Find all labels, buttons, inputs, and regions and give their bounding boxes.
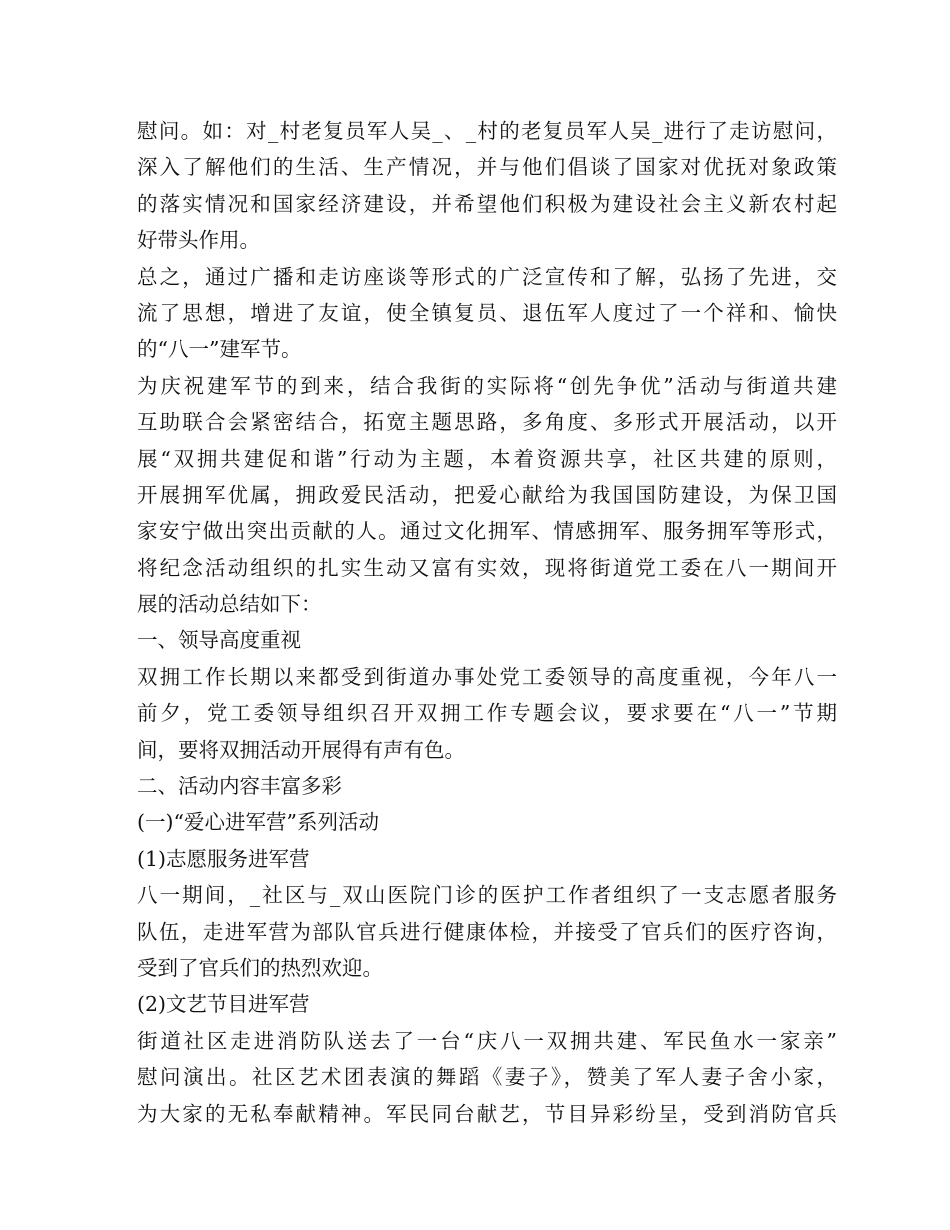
text-line: 的落实情况和国家经济建设，并希望他们积极为建设社会主义新农村起 xyxy=(137,191,837,216)
text-line: 街道社区走进消防队送去了一台“庆八一双拥共建、军民鱼水一家亲” xyxy=(137,1028,837,1053)
text-line: 前夕，党工委领导组织召开双拥工作专题会议，要求要在“八一”节期 xyxy=(137,701,837,726)
text-line: 慰问。如：对_村老复员军人吴_、_村的老复员军人吴_进行了走访慰问， xyxy=(137,119,837,143)
text-line: 慰问演出。社区艺术团表演的舞蹈《妻子》，赞美了军人妻子舍小家， xyxy=(137,1065,837,1090)
text-line: 展的活动总结如下： xyxy=(137,592,322,617)
text-line: 总之，通过广播和走访座谈等形式的广泛宣传和了解，弘扬了先进，交 xyxy=(137,264,837,289)
text-line: 将纪念活动组织的扎实生动又富有实效，现将街道党工委在八一期间开 xyxy=(137,555,837,580)
item-heading: (2)文艺节目进军营 xyxy=(137,992,310,1017)
text-line: 间，要将双拥活动开展得有声有色。 xyxy=(137,737,465,762)
text-line: 双拥工作长期以来都受到街道办事处党工委领导的高度重视，今年八一 xyxy=(137,664,837,689)
text-line: 队伍，走进军营为部队官兵进行健康体检，并接受了官兵们的医疗咨询， xyxy=(137,919,837,944)
section-heading: 一、领导高度重视 xyxy=(137,628,301,653)
text-line: 的“八一”建军节。 xyxy=(137,337,302,362)
document-body xyxy=(137,113,837,1132)
text-line: 好带头作用。 xyxy=(137,228,260,253)
text-line: 深入了解他们的生活、生产情况，并与他们倡谈了国家对优抚对象政策 xyxy=(137,155,837,180)
text-line: 流了思想，增进了友谊，使全镇复员、退伍军人度过了一个祥和、愉快 xyxy=(137,300,837,325)
subsection-heading: (一)“爱心进军营”系列活动 xyxy=(137,810,379,835)
text-line: 受到了官兵们的热烈欢迎。 xyxy=(137,955,383,980)
text-line: 互助联合会紧密结合，拓宽主题思路，多角度、多形式开展活动，以开 xyxy=(137,410,837,435)
text-line: 家安宁做出突出贡献的人。通过文化拥军、情感拥军、服务拥军等形式， xyxy=(137,519,837,544)
text-line: 八一期间，_社区与_双山医院门诊的医护工作者组织了一支志愿者服务 xyxy=(137,883,837,908)
section-heading: 二、活动内容丰富多彩 xyxy=(137,774,342,799)
text-line: 开展拥军优属，拥政爱民活动，把爱心献给为我国国防建设，为保卫国 xyxy=(137,482,837,507)
text-line: 为大家的无私奉献精神。军民同台献艺，节目异彩纷呈，受到消防官兵 xyxy=(137,1101,837,1126)
item-heading: (1)志愿服务进军营 xyxy=(137,846,310,871)
text-line: 展“双拥共建促和谐”行动为主题，本着资源共享，社区共建的原则， xyxy=(137,446,837,471)
text-line: 为庆祝建军节的到来，结合我街的实际将“创先争优”活动与街道共建 xyxy=(137,373,837,398)
